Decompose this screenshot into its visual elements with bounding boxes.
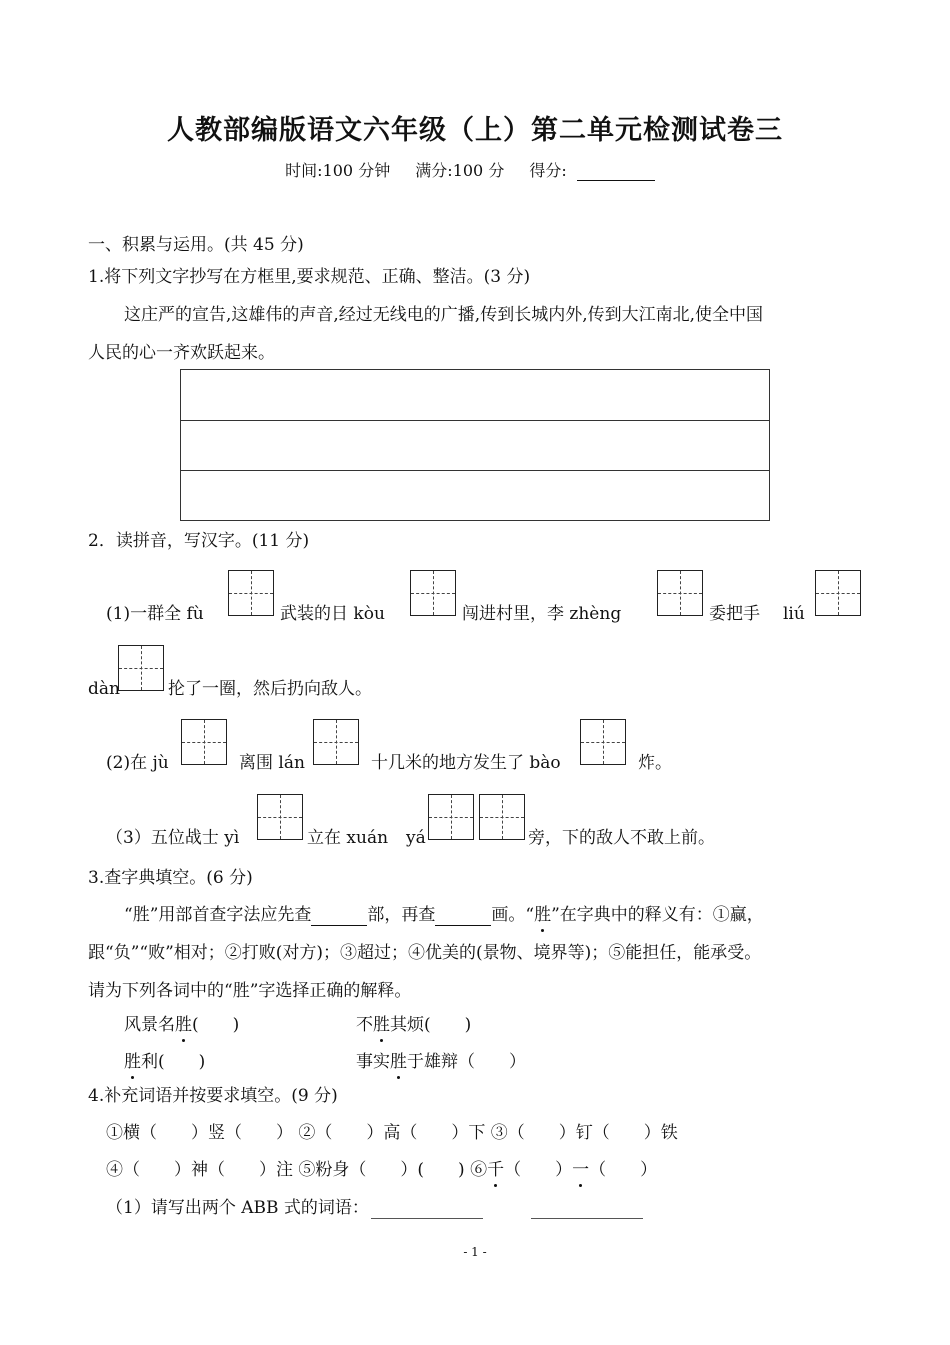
tianzi-box[interactable] — [228, 570, 274, 616]
q2-s2-text1: (2)在 jù — [106, 753, 169, 773]
q2-title: 2．读拼音，写汉字。(11 分) — [88, 531, 310, 551]
section-heading: 一、积累与运用。(共 45 分) — [88, 235, 304, 255]
q2-s2-text3: 十几米的地方发生了 bào — [371, 753, 561, 773]
tianzi-box[interactable] — [313, 719, 359, 765]
radical-blank[interactable] — [311, 909, 367, 926]
q2-s1b-text1: dàn — [88, 679, 120, 699]
copy-writing-box[interactable] — [180, 369, 770, 521]
q1-passage-line2: 人民的心一齐欢跃起来。 — [88, 343, 275, 363]
q2-s2-text4: 炸。 — [638, 753, 672, 773]
q2-s3-text2: 立在 xuán — [307, 828, 389, 848]
q2-s1b-text2: 抡了一圈，然后扔向敌人。 — [168, 679, 372, 699]
stroke-count-blank[interactable] — [435, 909, 491, 926]
tianzi-box[interactable] — [815, 570, 861, 616]
q4-row1[interactable]: ①横（ ）竖（ ） ②（ ）高（ ）下 ③（ ）钉（ ）铁 — [106, 1123, 678, 1143]
abb-answer-blank[interactable] — [531, 1200, 643, 1219]
q1-passage-line1: 这庄严的宣告,这雄伟的声音,经过无线电的广播,传到长城内外,传到大江南北,使全中国 — [124, 305, 764, 325]
q3-title: 3.查字典填空。(6 分) — [88, 868, 253, 888]
q2-s2-text2: 离围 lán — [239, 753, 305, 773]
full-score-label: 满分:100 分 — [415, 161, 505, 180]
q1-title: 1.将下列文字抄写在方框里,要求规范、正确、整洁。(3 分) — [88, 267, 531, 287]
abb-answer-blank[interactable] — [371, 1200, 483, 1219]
tianzi-box[interactable] — [257, 794, 303, 840]
q4-title: 4.补充词语并按要求填空。(9 分) — [88, 1086, 338, 1106]
q4-row3: （1）请写出两个 ABB 式的词语： — [106, 1197, 643, 1219]
tianzi-box[interactable] — [118, 645, 164, 691]
tianzi-box[interactable] — [410, 570, 456, 616]
q3-item[interactable]: 风景名胜( ) — [124, 1015, 240, 1035]
q2-s3-text3: yá — [406, 828, 426, 848]
q3-line3: 请为下列各词中的“胜”字选择正确的解释。 — [88, 981, 412, 1001]
q2-s1-text4: 委把手 — [709, 604, 760, 624]
q2-s3-text4: 旁，下的敌人不敢上前。 — [528, 828, 715, 848]
q4-row2[interactable]: ④（ ）神（ ）注 ⑤粉身（ ）( ) ⑥千（ ）一（ ） — [106, 1160, 658, 1180]
score-field[interactable]: 得分: — [529, 161, 664, 180]
page-number: - 1 - — [463, 1245, 487, 1259]
q2-s3-text1: （3）五位战士 yì — [106, 828, 240, 848]
tianzi-box[interactable] — [428, 794, 474, 840]
q3-item[interactable]: 事实胜于雄辩（ ） — [356, 1052, 526, 1072]
tianzi-box[interactable] — [580, 719, 626, 765]
tianzi-box[interactable] — [479, 794, 525, 840]
q3-item[interactable]: 胜利( ) — [124, 1052, 206, 1072]
q2-s1-text2: 武装的日 kòu — [280, 604, 385, 624]
q3-line2: 跟“负”“败”相对；②打败(对方)；③超过；④优美的(景物、境界等)；⑤能担任，能承受。 — [88, 943, 762, 963]
tianzi-box[interactable] — [181, 719, 227, 765]
q3-line1: “胜”用部首查字法应先查 部，再查 画。“胜”在字典中的释义有：①赢， — [124, 905, 764, 925]
tianzi-box[interactable] — [657, 570, 703, 616]
exam-meta — [0, 158, 950, 181]
q2-s1-text1: (1)一群全 fù — [106, 604, 204, 624]
q2-s1-text5: liú — [783, 604, 805, 624]
q3-item[interactable]: 不胜其烦( ) — [356, 1015, 472, 1035]
time-label: 时间:100 分钟 — [285, 161, 391, 180]
page-title: 人教部编版语文六年级（上）第二单元检测试卷三 — [167, 115, 783, 146]
q2-s1-text3: 闯进村里，李 zhèng — [462, 604, 622, 624]
